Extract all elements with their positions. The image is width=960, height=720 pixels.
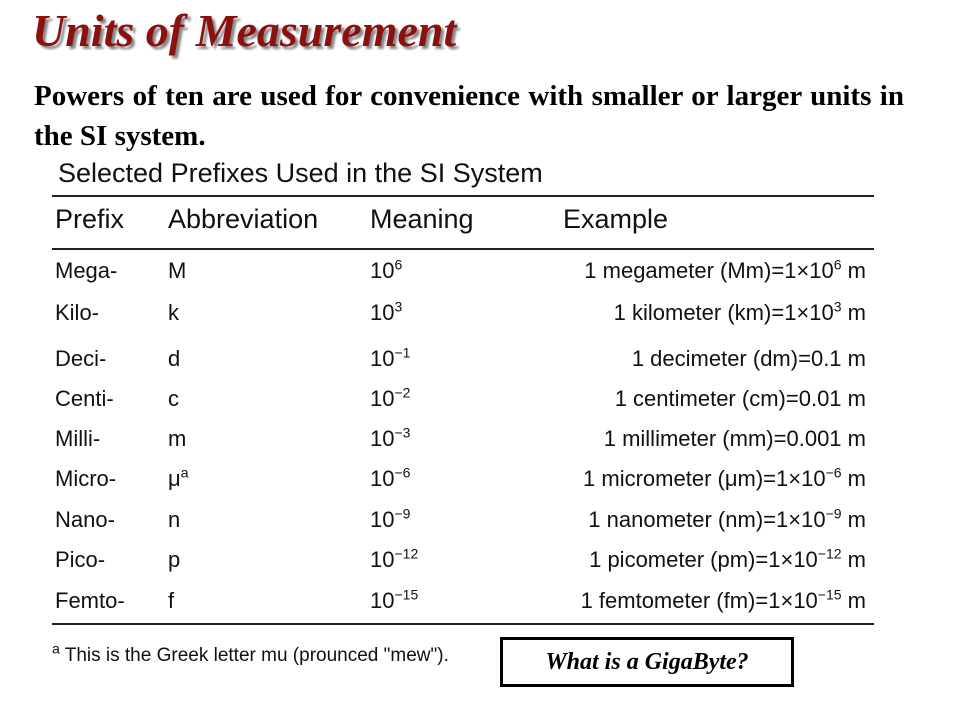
prefix-label: Centi- [55,386,114,411]
meaning-base: 10 [370,258,395,283]
abbreviation-cell [168,466,188,492]
abbreviation-cell [168,588,174,614]
example-equals: = [771,258,785,283]
prefix-label: Mega- [55,258,118,283]
table-footnote [52,640,449,667]
example-exponent: 6 [833,256,842,273]
question-box [500,637,794,687]
meaning-base: 10 [370,300,395,325]
prefix-label: Pico- [55,547,106,572]
page-title: Units of Measurement [32,5,457,56]
prefix-cell [55,386,114,412]
example-text: 1 decimeter (dm) [631,346,799,371]
prefix-label: Deci- [55,346,107,371]
abbreviation-label: n [168,507,181,532]
example-value: 0.001 [786,426,842,451]
example-cell [581,588,866,614]
example-unit: m [847,300,866,325]
abbreviation-label: d [168,346,181,371]
footnote-marker: a [52,640,60,657]
prefix-label: Femto- [55,588,125,613]
example-unit: m [847,258,866,283]
table-header-rule [52,248,874,250]
example-equals: = [798,346,811,371]
example-equals: = [771,300,785,325]
abbreviation-cell [168,386,179,412]
example-equals: = [755,547,769,572]
example-equals: = [785,386,799,411]
header-example: Example [563,204,669,234]
example-exponent: −6 [825,464,842,481]
example-cell [583,466,866,492]
meaning-exponent: −6 [394,464,411,481]
example-text: 1 megameter (Mm) [584,258,772,283]
example-text: 1 micrometer (μm) [583,466,764,491]
prefix-label: Milli- [55,426,101,451]
header-meaning: Meaning [370,204,474,234]
example-text: 1 centimeter (cm) [614,386,786,411]
abbreviation-label: μ [168,466,181,491]
abbreviation-cell [168,426,186,452]
meaning-base: 10 [370,386,395,411]
example-cell [588,507,866,533]
example-equals: = [763,466,777,491]
example-unit: m [847,547,866,572]
prefix-cell [55,507,115,533]
abbreviation-cell [168,300,179,326]
prefix-cell [55,258,117,284]
example-exponent: −9 [825,505,842,522]
abbreviation-cell [168,547,180,573]
header-abbreviation: Abbreviation [168,204,319,234]
example-cell [589,547,866,573]
example-cell [615,386,866,412]
example-unit: m [847,588,866,613]
meaning-exponent: 3 [394,298,403,315]
example-unit: m [847,507,866,532]
example-cell [584,258,866,284]
meaning-cell [370,507,410,533]
example-unit: m [847,386,866,411]
table-top-rule [52,195,874,197]
prefix-cell [55,466,116,492]
example-text: 1 kilometer (km) [613,300,772,325]
abbreviation-label: m [168,426,187,451]
example-exponent: −15 [817,586,842,603]
example-value: 1×10 [768,588,818,613]
example-unit: m [847,466,866,491]
example-value: 1×10 [768,547,818,572]
abbreviation-label: p [168,547,181,572]
example-text: 1 nanometer (nm) [588,507,764,532]
example-value: 0.01 [798,386,842,411]
meaning-base: 10 [370,346,395,371]
abbreviation-label: f [168,588,175,613]
prefix-label: Nano- [55,507,115,532]
meaning-exponent: −3 [394,424,411,441]
example-text: 1 picometer (pm) [589,547,756,572]
example-text: 1 femtometer (fm) [580,588,756,613]
table-bottom-rule [52,623,874,625]
example-cell [632,346,866,372]
example-exponent: 3 [833,298,842,315]
example-equals: = [763,507,777,532]
footnote-text: This is the Greek letter mu (prounced "mew"). [64,645,449,666]
meaning-cell [370,466,410,492]
meaning-cell [370,300,402,326]
abbreviation-cell [168,507,180,533]
example-cell [614,300,866,326]
table-caption: Selected Prefixes Used in the SI System [58,158,543,188]
example-exponent: −12 [817,545,842,562]
example-unit: m [847,346,866,371]
example-value: 1×10 [776,507,826,532]
prefix-cell [55,588,125,614]
meaning-cell [370,426,410,452]
abbreviation-cell [168,346,180,372]
example-value: 1×10 [784,300,834,325]
question-text: What is a GigaByte? [545,648,749,675]
meaning-base: 10 [370,588,395,613]
intro-text: Powers of ten are used for convenience with smaller or larger units in the SI system. [34,80,904,152]
meaning-cell [370,547,418,573]
example-value: 1×10 [776,466,826,491]
header-prefix: Prefix [55,204,125,234]
meaning-exponent: −2 [394,384,411,401]
meaning-exponent: 6 [394,256,403,273]
meaning-cell [370,346,410,372]
meaning-cell [370,386,410,412]
meaning-base: 10 [370,426,395,451]
meaning-exponent: −9 [394,505,411,522]
abbreviation-label: c [168,386,179,411]
example-cell [604,426,866,452]
meaning-base: 10 [370,547,395,572]
meaning-exponent: −1 [394,344,411,361]
prefix-cell [55,346,106,372]
prefix-label: Micro- [55,466,117,491]
abbreviation-label: M [168,258,187,283]
example-value: 1×10 [784,258,834,283]
meaning-base: 10 [370,466,395,491]
example-equals: = [773,426,787,451]
abbreviation-label: k [168,300,179,325]
example-text: 1 millimeter (mm) [603,426,774,451]
abbreviation-footnote-marker: a [180,464,189,481]
meaning-exponent: −15 [394,586,419,603]
meaning-base: 10 [370,507,395,532]
prefix-cell [55,426,100,452]
prefix-cell [55,300,99,326]
prefix-label: Kilo- [55,300,100,325]
prefix-cell [55,547,105,573]
example-equals: = [755,588,769,613]
meaning-cell [370,258,402,284]
example-unit: m [847,426,866,451]
meaning-cell [370,588,418,614]
example-value: 0.1 [810,346,842,371]
meaning-exponent: −12 [394,545,419,562]
abbreviation-cell [168,258,186,284]
